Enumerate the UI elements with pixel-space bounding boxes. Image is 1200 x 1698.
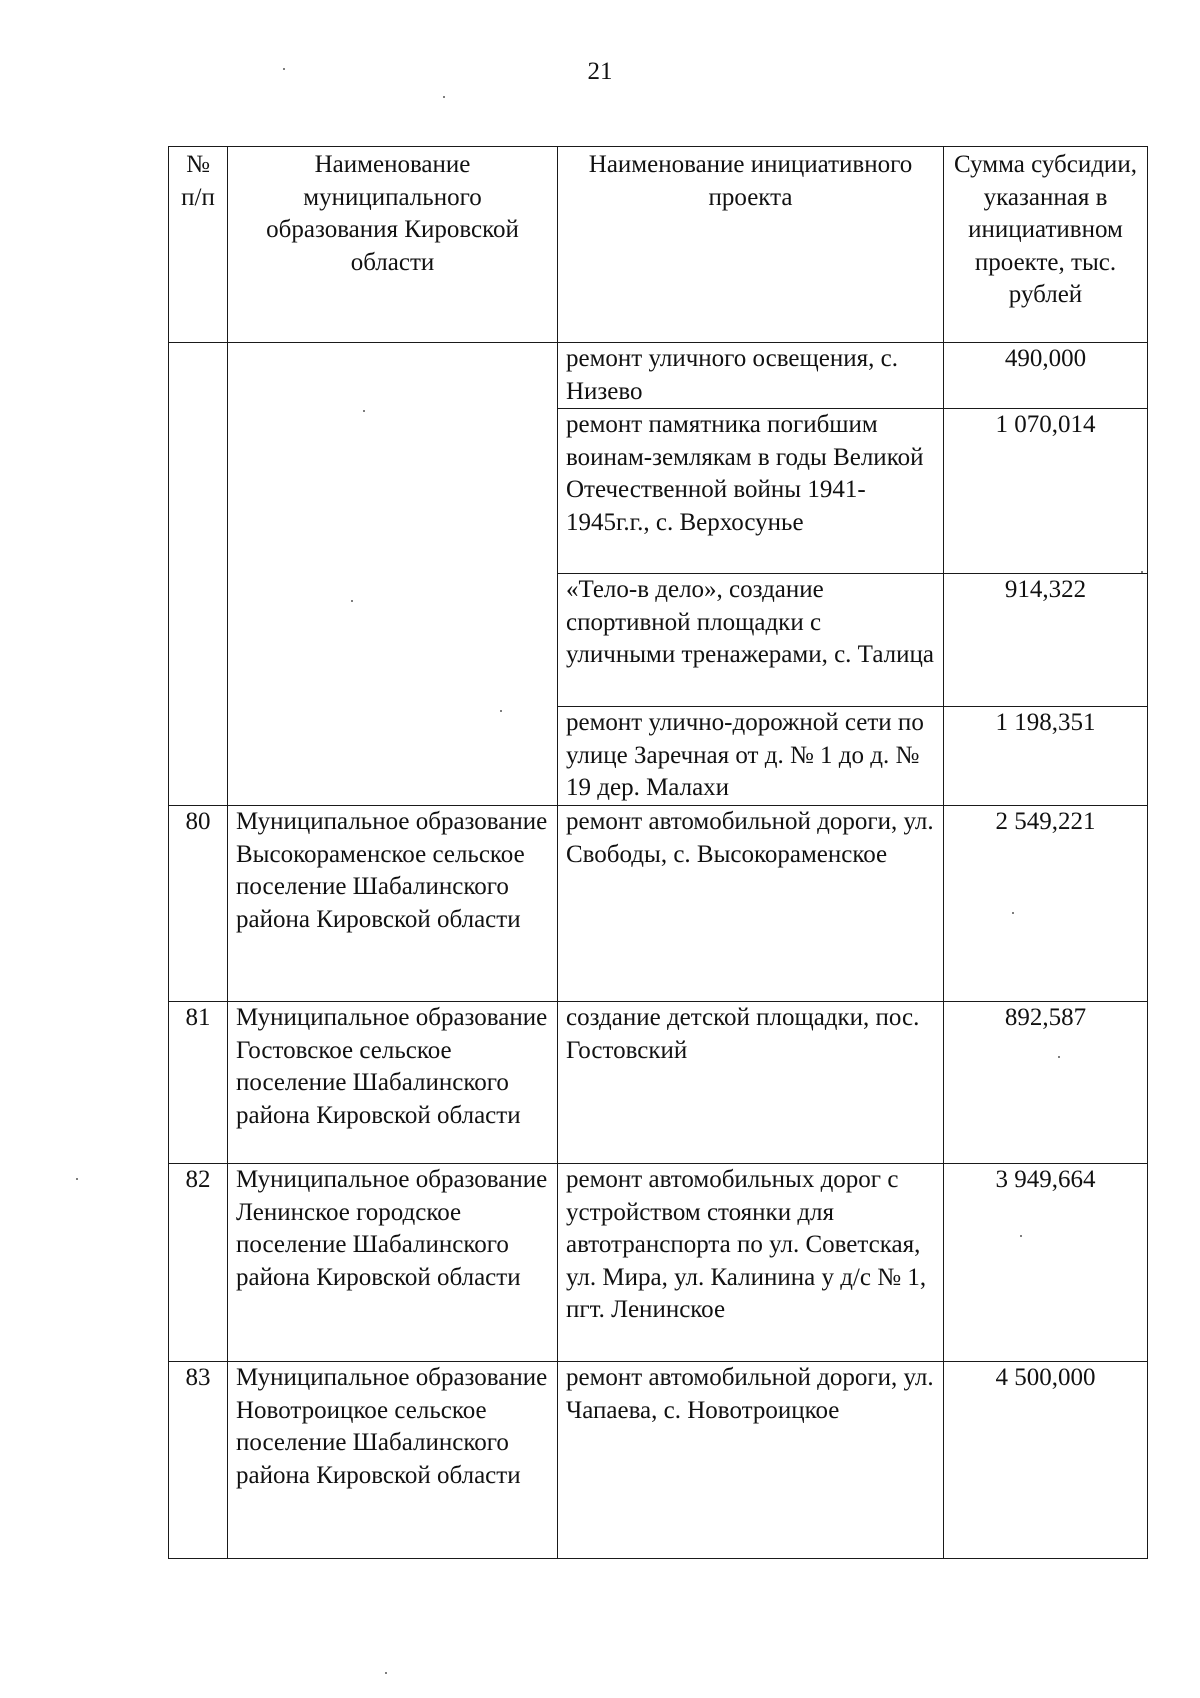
project-cell: ремонт уличного освещения, с. Низево: [558, 343, 944, 409]
municipality-cell: Муниципальное образование Высокораменское сельское поселение Шабалинского района Кировской области: [228, 806, 558, 1002]
scan-speck: [500, 710, 502, 712]
scan-speck: [1020, 1235, 1022, 1237]
sum-cell: 914,322: [944, 574, 1148, 707]
subsidy-table: [168, 146, 1148, 1559]
header-project: Наименование инициативного проекта: [558, 147, 944, 343]
row-number: 81: [169, 1002, 228, 1164]
sum-cell: 1 198,351: [944, 707, 1148, 806]
scan-speck: [363, 410, 365, 412]
scan-speck: [76, 1178, 78, 1180]
sum-cell: 1 070,014: [944, 409, 1148, 574]
sum-cell: 4 500,000: [944, 1362, 1148, 1559]
scan-speck: [351, 600, 353, 602]
project-cell: ремонт памятника погибшим воинам-землякам в годы Великой Отечественной войны 1941-1945г.г., с. Верхосунье: [558, 409, 944, 574]
project-cell: ремонт автомобильных дорог с устройством стоянки для автотранспорта по ул. Советская, ул. Мира, ул. Калинина у д/с № 1, пгт. Ленинское: [558, 1164, 944, 1362]
table-row: [169, 1164, 1148, 1362]
page-number: 21: [587, 58, 613, 85]
project-cell: ремонт автомобильной дороги, ул. Свободы, с. Высокораменское: [558, 806, 944, 1002]
row-number: 82: [169, 1164, 228, 1362]
municipality-cell: Муниципальное образование Ленинское городское поселение Шабалинского района Кировской области: [228, 1164, 558, 1362]
scan-speck: [1141, 571, 1143, 573]
table-header-row: [169, 147, 1148, 343]
municipality-cell: Муниципальное образование Гостовское сельское поселение Шабалинского района Кировской области: [228, 1002, 558, 1164]
header-sum: Сумма субсидии, указанная в инициативном проекте, тыс. рублей: [944, 147, 1148, 343]
table-row: [169, 1002, 1148, 1164]
empty-num-cell: [169, 343, 228, 806]
scan-speck: [283, 68, 285, 70]
table-row: [169, 806, 1148, 1002]
scan-speck: [443, 96, 445, 98]
scan-speck: [1012, 912, 1014, 914]
row-number: 83: [169, 1362, 228, 1559]
row-number: 80: [169, 806, 228, 1002]
project-cell: ремонт автомобильной дороги, ул. Чапаева, с. Новотроицкое: [558, 1362, 944, 1559]
scan-speck: [1058, 1056, 1060, 1058]
project-cell: ремонт улично-дорожной сети по улице Заречная от д. № 1 до д. № 19 дер. Малахи: [558, 707, 944, 806]
table-row: [169, 1362, 1148, 1559]
sum-cell: 892,587: [944, 1002, 1148, 1164]
header-municipality: Наименование муниципального образования Кировской области: [228, 147, 558, 343]
header-num: № п/п: [169, 147, 228, 343]
sum-cell: 3 949,664: [944, 1164, 1148, 1362]
table-row: [169, 343, 1148, 409]
sum-cell: 2 549,221: [944, 806, 1148, 1002]
municipality-cell: Муниципальное образование Новотроицкое сельское поселение Шабалинского района Кировской области: [228, 1362, 558, 1559]
scan-speck: [385, 1672, 387, 1674]
sum-cell: 490,000: [944, 343, 1148, 409]
project-cell: создание детской площадки, пос. Гостовский: [558, 1002, 944, 1164]
project-cell: «Тело-в дело», создание спортивной площадки с уличными тренажерами, с. Талица: [558, 574, 944, 707]
empty-municipality-cell: [228, 343, 558, 806]
